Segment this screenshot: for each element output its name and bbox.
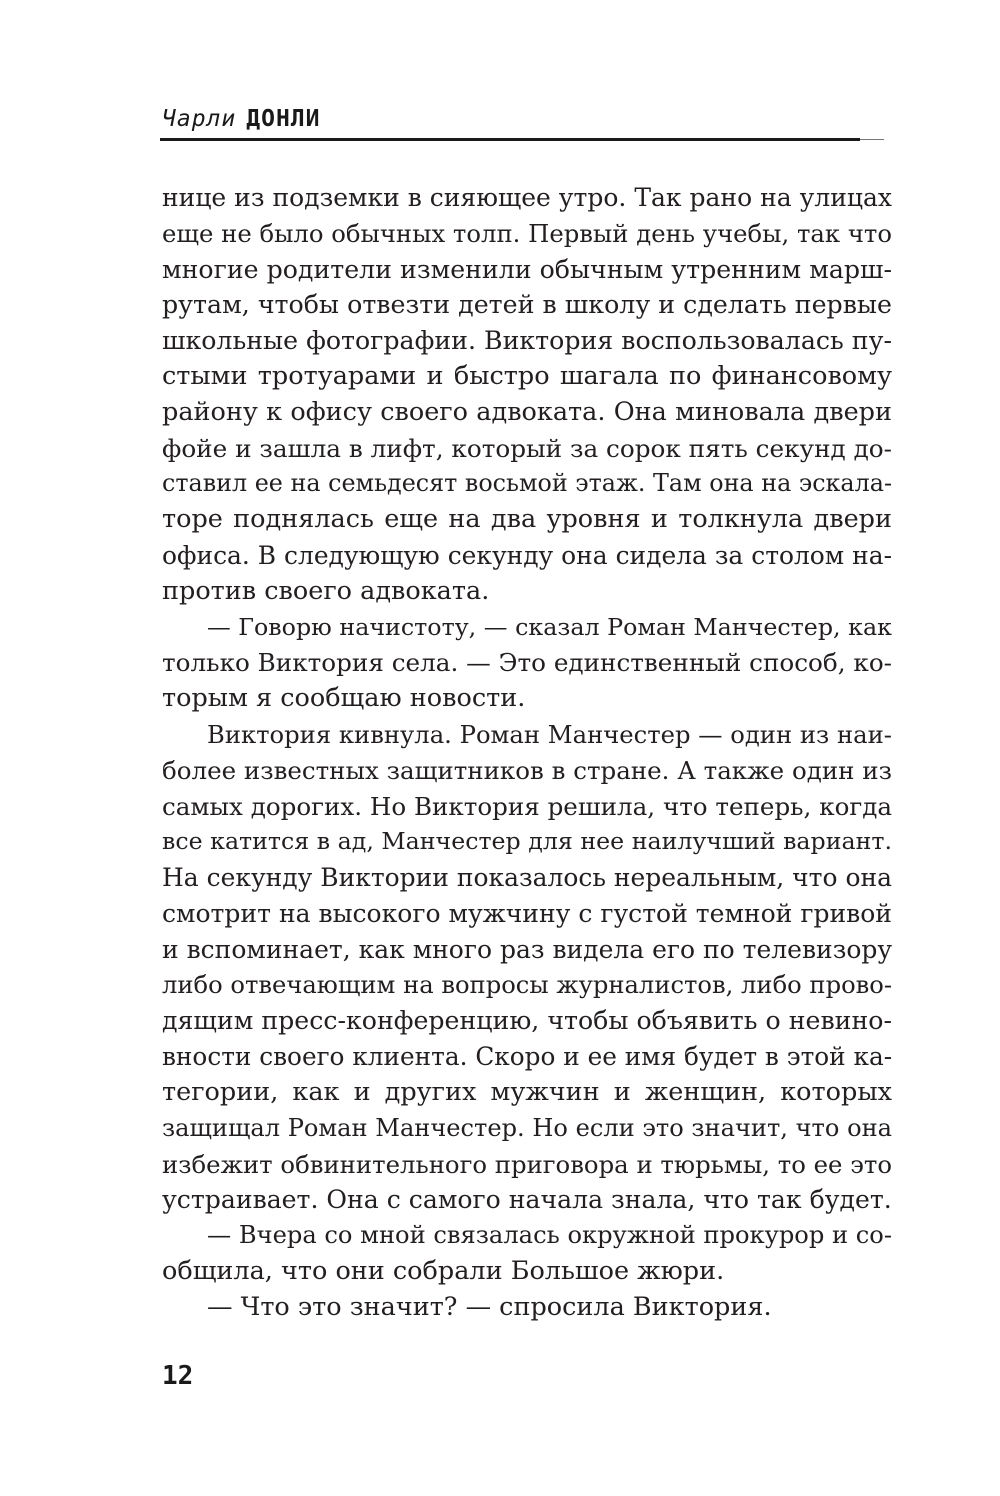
author-last-name: ДОНЛИ [246,106,321,132]
text-line: избежит обвинительного приговора и тюрьмы, то ее это [162,1149,892,1179]
running-head [162,105,321,133]
text-line: самых дорогих. Но Виктория решила, что теперь, когда [162,791,892,821]
text-line: дящим пресс-конференцию, чтобы объявить о невино- [162,1006,892,1036]
text-line: общила, что они собрали Большое жюри. [162,1255,725,1286]
text-line: — Что это значит? — спросила Виктория. [207,1291,772,1322]
text-line: На секунду Виктории показалось нереальным, что она [162,863,892,893]
body-text [162,180,892,1326]
page-number: 12 [162,1361,194,1391]
text-line: рутам, чтобы отвезти детей в школу и сделать первые [162,290,892,320]
text-line: офиса. В следующую секунду она сидела за столом на- [162,540,892,570]
text-line: ставил ее на семьдесят восьмой этаж. Там она на эскала- [162,469,892,498]
text-line: еще не было обычных толп. Первый день учебы, так что [162,218,892,248]
text-line: стыми тротуарами и быстро шагала по финансовому [162,360,892,391]
text-line: устраивает. Она с самого начала знала, что так будет. [162,1185,892,1215]
text-line: все катится в ад, Манчестер для нее наилучший вариант. [162,827,892,856]
text-line: нице из подземки в сияющее утро. Так рано на улицах [162,183,892,212]
text-line: торым я сообщаю новости. [162,683,526,714]
header-rule-tail [860,139,884,140]
text-line: вности своего клиента. Скоро и ее имя будет в этой ка- [162,1042,893,1072]
text-line: фойе и зашла в лифт, который за сорок пять секунд до- [162,433,892,463]
author-first-name: Чарли [162,106,237,132]
text-line: школьные фотографии. Виктория воспользовалась пу- [162,326,892,356]
text-line: — Вчера со мной связалась окружной прокурор и со- [207,1221,892,1250]
text-line: торе поднялась еще на два уровня и толкнула двери [162,504,892,535]
text-line: и вспоминает, как много раз видела его по телевизору [162,934,893,964]
text-line: защищал Роман Манчестер. Но если это значит, что она [162,1113,892,1142]
text-line: Виктория кивнула. Роман Манчестер — один из наи- [207,719,892,749]
header-rule [160,138,860,141]
text-line: — Говорю начистоту, — сказал Роман Манчестер, как [207,612,892,641]
text-line: смотрит на высокого мужчину с густой темной гривой [162,898,892,928]
text-line: либо отвечающим на вопросы журналистов, либо прово- [162,970,893,999]
text-line: более известных защитников в стране. А также один из [162,755,892,785]
text-line: многие родители изменили обычным утренним марш- [162,254,892,284]
text-line: району к офису своего адвоката. Она миновала двери [162,396,892,427]
text-line: тегории, как и других мужчин и женщин, которых [162,1076,892,1107]
text-line: только Виктория села. — Это единственный способ, ко- [162,648,893,678]
text-line: против своего адвоката. [162,575,490,606]
